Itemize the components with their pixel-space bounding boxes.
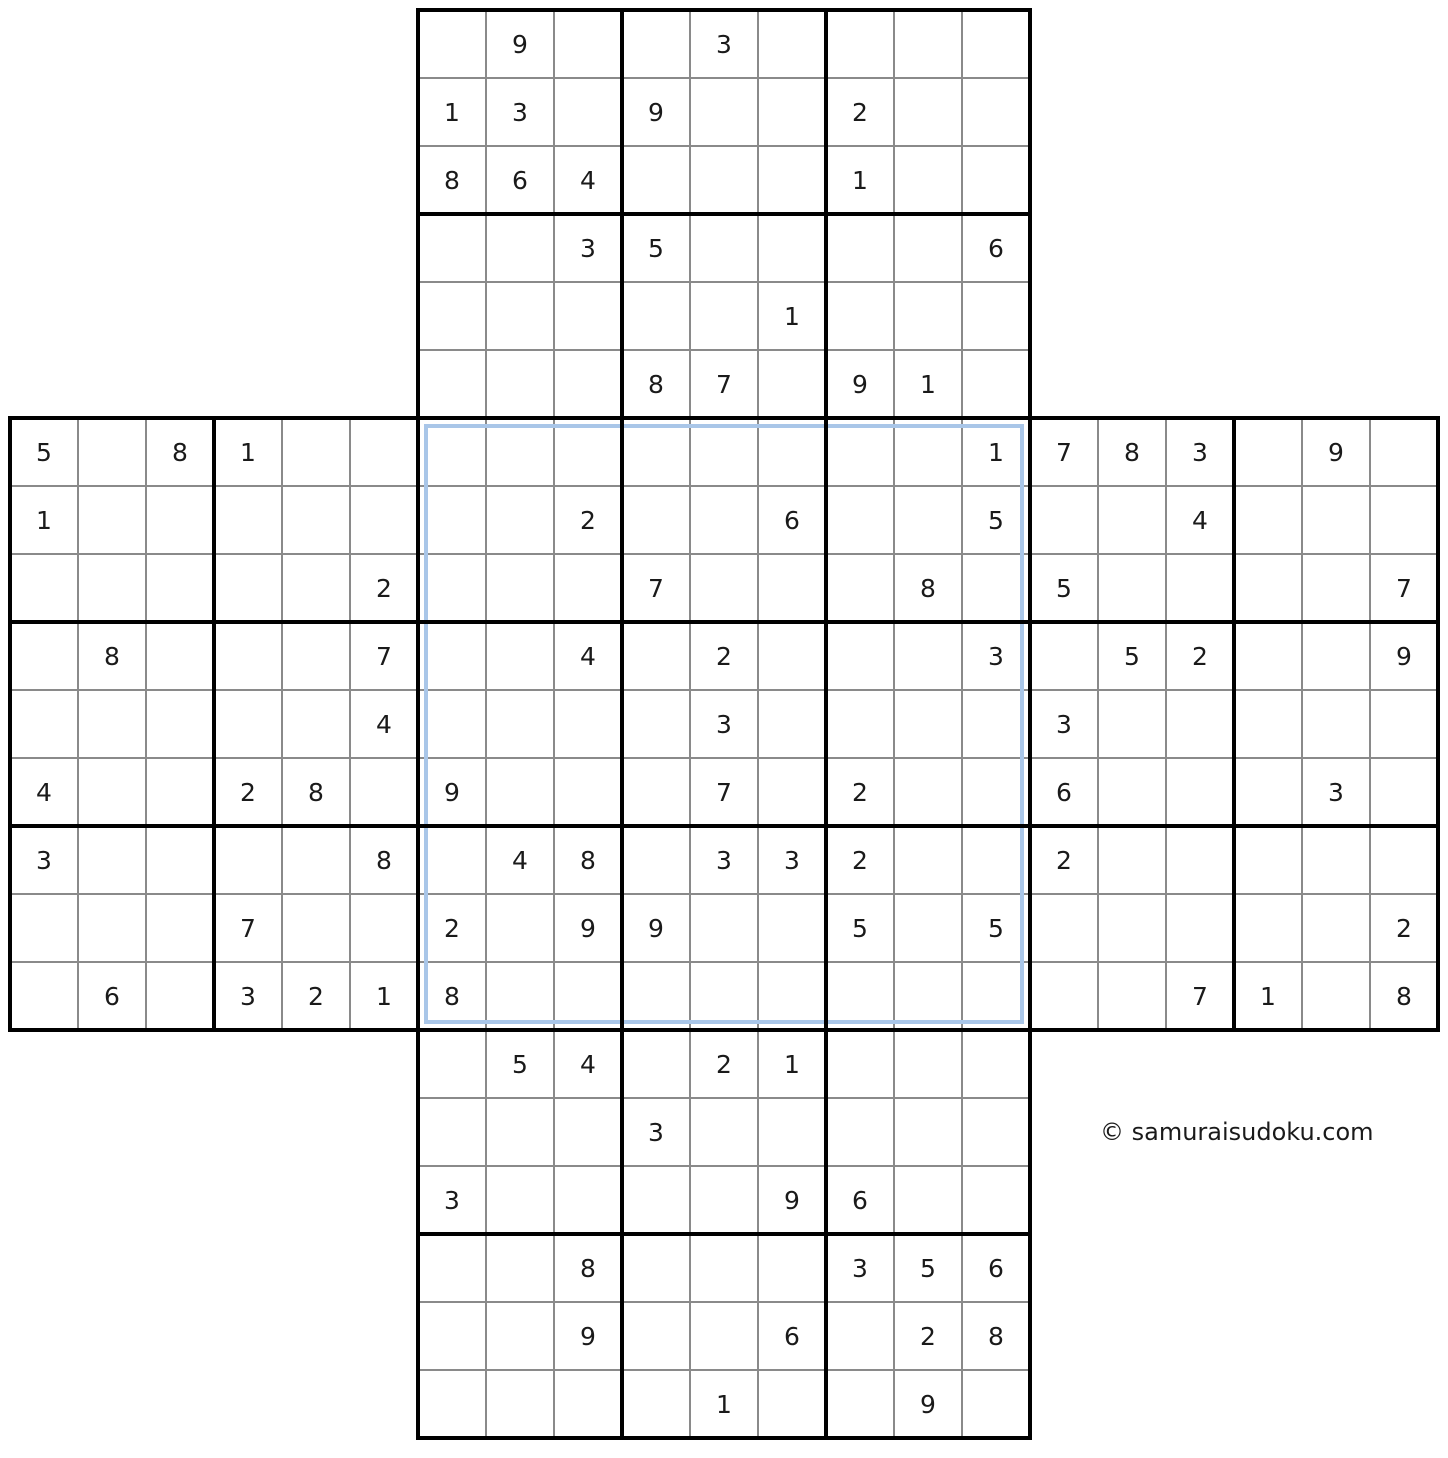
empty-cell[interactable] [758,962,826,1030]
empty-cell[interactable] [146,690,214,758]
given-digit: 8 [172,438,188,467]
given-digit: 1 [784,1050,800,1079]
given-digit: 6 [512,166,528,195]
given-digit: 8 [920,574,936,603]
given-digit: 3 [716,30,732,59]
empty-cell[interactable] [1234,826,1302,894]
given-digit: 5 [648,234,664,263]
given-digit: 3 [648,1118,664,1147]
empty-cell[interactable] [622,1166,690,1234]
given-digit: 1 [444,98,460,127]
empty-cell[interactable] [962,962,1030,1030]
given-digit: 7 [376,642,392,671]
empty-cell[interactable] [10,894,78,962]
empty-cell[interactable] [826,214,894,282]
empty-cell[interactable] [78,554,146,622]
empty-cell[interactable] [418,214,486,282]
empty-cell[interactable] [758,1234,826,1302]
empty-cell[interactable] [894,826,962,894]
empty-cell[interactable] [894,1098,962,1166]
given-digit: 1 [988,438,1004,467]
empty-cell[interactable] [146,622,214,690]
empty-cell[interactable] [418,282,486,350]
empty-cell[interactable] [962,1370,1030,1438]
empty-cell[interactable] [894,1166,962,1234]
empty-cell[interactable] [418,826,486,894]
given-digit: 2 [920,1322,936,1351]
empty-cell[interactable] [1234,690,1302,758]
given-digit: 4 [1192,506,1208,535]
empty-cell[interactable] [962,78,1030,146]
given-digit: 9 [580,914,596,943]
empty-cell[interactable] [350,486,418,554]
empty-cell[interactable] [1370,486,1438,554]
empty-cell[interactable] [214,622,282,690]
given-digit: 3 [1192,438,1208,467]
empty-cell[interactable] [1166,894,1234,962]
empty-cell[interactable] [486,690,554,758]
given-digit: 5 [852,914,868,943]
given-digit: 2 [852,778,868,807]
given-digit: 3 [512,98,528,127]
given-digit: 7 [1192,982,1208,1011]
given-digit: 8 [648,370,664,399]
given-digit: 8 [1396,982,1412,1011]
empty-cell[interactable] [826,622,894,690]
empty-cell[interactable] [1166,554,1234,622]
empty-cell[interactable] [622,758,690,826]
empty-cell[interactable] [418,1030,486,1098]
empty-cell[interactable] [1030,894,1098,962]
given-digit: 4 [376,710,392,739]
empty-cell[interactable] [622,146,690,214]
empty-cell[interactable] [146,894,214,962]
empty-cell[interactable] [486,1098,554,1166]
empty-cell[interactable] [622,1234,690,1302]
empty-cell[interactable] [1302,826,1370,894]
given-digit: 1 [36,506,52,535]
empty-cell[interactable] [758,1098,826,1166]
copyright-text: © samuraisudoku.com [1100,1118,1374,1146]
empty-cell[interactable] [826,282,894,350]
empty-cell[interactable] [418,1234,486,1302]
empty-cell[interactable] [622,486,690,554]
empty-cell[interactable] [1098,690,1166,758]
given-digit: 8 [580,846,596,875]
empty-cell[interactable] [10,622,78,690]
given-digit: 3 [852,1254,868,1283]
empty-cell[interactable] [1234,894,1302,962]
given-digit: 6 [988,234,1004,263]
empty-cell[interactable] [486,1166,554,1234]
given-digit: 5 [36,438,52,467]
empty-cell[interactable] [146,962,214,1030]
given-digit: 6 [1056,778,1072,807]
empty-cell[interactable] [350,758,418,826]
given-digit: 8 [580,1254,596,1283]
empty-cell[interactable] [1030,962,1098,1030]
empty-cell[interactable] [418,418,486,486]
empty-cell[interactable] [486,894,554,962]
empty-cell[interactable] [622,962,690,1030]
empty-cell[interactable] [758,418,826,486]
empty-cell[interactable] [282,894,350,962]
given-digit: 2 [376,574,392,603]
empty-cell[interactable] [282,418,350,486]
empty-cell[interactable] [214,554,282,622]
empty-cell[interactable] [554,1370,622,1438]
empty-cell[interactable] [894,622,962,690]
empty-cell[interactable] [826,1030,894,1098]
empty-cell[interactable] [1166,690,1234,758]
given-digit: 5 [1124,642,1140,671]
empty-cell[interactable] [894,962,962,1030]
empty-cell[interactable] [622,282,690,350]
empty-cell[interactable] [758,758,826,826]
empty-cell[interactable] [758,146,826,214]
given-digit: 5 [1056,574,1072,603]
empty-cell[interactable] [1234,418,1302,486]
empty-cell[interactable] [486,758,554,826]
empty-cell[interactable] [554,758,622,826]
given-digit: 1 [240,438,256,467]
empty-cell[interactable] [1166,758,1234,826]
empty-cell[interactable] [78,418,146,486]
given-digit: 1 [920,370,936,399]
given-digit: 2 [240,778,256,807]
given-digit: 3 [716,846,732,875]
given-digit: 3 [240,982,256,1011]
empty-cell[interactable] [418,10,486,78]
empty-cell[interactable] [146,758,214,826]
empty-cell[interactable] [826,1098,894,1166]
empty-cell[interactable] [622,826,690,894]
given-digit: 4 [36,778,52,807]
empty-cell[interactable] [962,758,1030,826]
given-digit: 2 [1396,914,1412,943]
empty-cell[interactable] [78,690,146,758]
empty-cell[interactable] [554,418,622,486]
empty-cell[interactable] [554,962,622,1030]
empty-cell[interactable] [894,282,962,350]
given-digit: 1 [784,302,800,331]
empty-cell[interactable] [826,486,894,554]
empty-cell[interactable] [826,10,894,78]
given-digit: 3 [988,642,1004,671]
empty-cell[interactable] [486,1370,554,1438]
empty-cell[interactable] [1098,962,1166,1030]
empty-cell[interactable] [894,894,962,962]
empty-cell[interactable] [1302,962,1370,1030]
empty-cell[interactable] [78,758,146,826]
empty-cell[interactable] [486,1302,554,1370]
given-digit: 8 [1124,438,1140,467]
empty-cell[interactable] [758,1370,826,1438]
empty-cell[interactable] [486,282,554,350]
given-digit: 6 [784,506,800,535]
empty-cell[interactable] [418,1370,486,1438]
empty-cell[interactable] [554,78,622,146]
empty-cell[interactable] [486,962,554,1030]
given-digit: 2 [716,642,732,671]
empty-cell[interactable] [622,622,690,690]
empty-cell[interactable] [758,214,826,282]
given-digit: 9 [920,1390,936,1419]
empty-cell[interactable] [418,1098,486,1166]
given-digit: 7 [1056,438,1072,467]
empty-cell[interactable] [690,962,758,1030]
empty-cell[interactable] [826,1370,894,1438]
empty-cell[interactable] [1370,826,1438,894]
empty-cell[interactable] [1234,622,1302,690]
empty-cell[interactable] [894,1030,962,1098]
empty-cell[interactable] [1098,758,1166,826]
empty-cell[interactable] [78,826,146,894]
empty-cell[interactable] [758,622,826,690]
empty-cell[interactable] [690,894,758,962]
empty-cell[interactable] [758,350,826,418]
empty-cell[interactable] [146,554,214,622]
empty-cell[interactable] [622,1370,690,1438]
empty-cell[interactable] [350,418,418,486]
empty-cell[interactable] [1302,690,1370,758]
empty-cell[interactable] [1302,622,1370,690]
given-digit: 3 [580,234,596,263]
empty-cell[interactable] [826,690,894,758]
empty-cell[interactable] [758,894,826,962]
given-digit: 3 [1328,778,1344,807]
empty-cell[interactable] [894,146,962,214]
given-digit: 9 [784,1186,800,1215]
given-digit: 5 [920,1254,936,1283]
empty-cell[interactable] [418,486,486,554]
given-digit: 4 [512,846,528,875]
empty-cell[interactable] [894,214,962,282]
given-digit: 5 [988,914,1004,943]
given-digit: 2 [716,1050,732,1079]
given-digit: 3 [716,710,732,739]
empty-cell[interactable] [554,690,622,758]
empty-cell[interactable] [1370,418,1438,486]
empty-cell[interactable] [486,350,554,418]
empty-cell[interactable] [826,962,894,1030]
empty-cell[interactable] [282,622,350,690]
empty-cell[interactable] [1370,690,1438,758]
empty-cell[interactable] [690,1098,758,1166]
given-digit: 9 [1328,438,1344,467]
empty-cell[interactable] [758,554,826,622]
empty-cell[interactable] [758,10,826,78]
empty-cell[interactable] [486,214,554,282]
given-digit: 9 [648,914,664,943]
empty-cell[interactable] [554,350,622,418]
empty-cell[interactable] [622,690,690,758]
empty-cell[interactable] [282,554,350,622]
empty-cell[interactable] [1370,758,1438,826]
empty-cell[interactable] [214,690,282,758]
empty-cell[interactable] [1030,622,1098,690]
given-digit: 2 [1056,846,1072,875]
given-digit: 9 [580,1322,596,1351]
empty-cell[interactable] [554,1098,622,1166]
empty-cell[interactable] [418,350,486,418]
empty-cell[interactable] [962,554,1030,622]
given-digit: 3 [444,1186,460,1215]
empty-cell[interactable] [894,418,962,486]
given-digit: 1 [376,982,392,1011]
empty-cell[interactable] [622,10,690,78]
given-digit: 2 [852,98,868,127]
empty-cell[interactable] [758,78,826,146]
given-digit: 8 [308,778,324,807]
empty-cell[interactable] [10,690,78,758]
empty-cell[interactable] [962,1098,1030,1166]
empty-cell[interactable] [1302,894,1370,962]
empty-cell[interactable] [622,1030,690,1098]
empty-cell[interactable] [894,758,962,826]
empty-cell[interactable] [486,554,554,622]
empty-cell[interactable] [894,78,962,146]
empty-cell[interactable] [1166,826,1234,894]
empty-cell[interactable] [1098,894,1166,962]
empty-cell[interactable] [894,690,962,758]
empty-cell[interactable] [282,486,350,554]
given-digit: 1 [716,1390,732,1419]
empty-cell[interactable] [1302,486,1370,554]
empty-cell[interactable] [1234,758,1302,826]
given-digit: 2 [308,982,324,1011]
empty-cell[interactable] [826,1302,894,1370]
given-digit: 9 [1396,642,1412,671]
empty-cell[interactable] [1098,554,1166,622]
given-digit: 3 [36,846,52,875]
empty-cell[interactable] [690,418,758,486]
empty-cell[interactable] [486,622,554,690]
given-digit: 3 [784,846,800,875]
empty-cell[interactable] [690,282,758,350]
empty-cell[interactable] [282,690,350,758]
given-digit: 7 [1396,574,1412,603]
given-digit: 8 [988,1322,1004,1351]
empty-cell[interactable] [962,350,1030,418]
empty-cell[interactable] [78,486,146,554]
empty-cell[interactable] [1030,486,1098,554]
given-digit: 7 [648,574,664,603]
empty-cell[interactable] [690,554,758,622]
empty-cell[interactable] [214,486,282,554]
empty-cell[interactable] [10,554,78,622]
given-digit: 1 [852,166,868,195]
empty-cell[interactable] [690,486,758,554]
empty-cell[interactable] [350,894,418,962]
empty-cell[interactable] [486,486,554,554]
given-digit: 9 [444,778,460,807]
empty-cell[interactable] [1302,554,1370,622]
empty-cell[interactable] [1234,486,1302,554]
given-digit: 9 [852,370,868,399]
given-digit: 6 [852,1186,868,1215]
empty-cell[interactable] [894,486,962,554]
empty-cell[interactable] [962,1030,1030,1098]
empty-cell[interactable] [690,78,758,146]
given-digit: 1 [1260,982,1276,1011]
given-digit: 9 [512,30,528,59]
empty-cell[interactable] [418,554,486,622]
given-digit: 2 [852,846,868,875]
given-digit: 7 [716,778,732,807]
given-digit: 6 [784,1322,800,1351]
given-digit: 4 [580,1050,596,1079]
empty-cell[interactable] [690,214,758,282]
empty-cell[interactable] [554,1166,622,1234]
given-digit: 6 [988,1254,1004,1283]
given-digit: 5 [512,1050,528,1079]
given-digit: 4 [580,166,596,195]
given-digit: 3 [1056,710,1072,739]
empty-cell[interactable] [554,10,622,78]
empty-cell[interactable] [690,1234,758,1302]
empty-cell[interactable] [962,10,1030,78]
empty-cell[interactable] [554,282,622,350]
given-digit: 2 [1192,642,1208,671]
given-digit: 4 [580,642,596,671]
empty-cell[interactable] [962,282,1030,350]
empty-cell[interactable] [1098,486,1166,554]
empty-cell[interactable] [622,1302,690,1370]
empty-cell[interactable] [826,554,894,622]
empty-cell[interactable] [962,1166,1030,1234]
given-digit: 8 [376,846,392,875]
given-digit: 8 [444,982,460,1011]
empty-cell[interactable] [418,1302,486,1370]
given-digit: 9 [648,98,664,127]
given-digit: 8 [104,642,120,671]
empty-cell[interactable] [1098,826,1166,894]
empty-cell[interactable] [622,418,690,486]
given-digit: 5 [988,506,1004,535]
empty-cell[interactable] [962,826,1030,894]
empty-cell[interactable] [690,1166,758,1234]
given-digit: 7 [240,914,256,943]
empty-cell[interactable] [962,690,1030,758]
empty-cell[interactable] [1234,554,1302,622]
empty-cell[interactable] [758,690,826,758]
empty-cell[interactable] [78,894,146,962]
given-digit: 2 [580,506,596,535]
empty-cell[interactable] [690,1302,758,1370]
empty-cell[interactable] [486,1234,554,1302]
empty-cell[interactable] [214,826,282,894]
given-digit: 2 [444,914,460,943]
empty-cell[interactable] [894,10,962,78]
given-digit: 8 [444,166,460,195]
empty-cell[interactable] [554,554,622,622]
empty-cell[interactable] [282,826,350,894]
empty-cell[interactable] [146,826,214,894]
empty-cell[interactable] [486,418,554,486]
given-digit: 6 [104,982,120,1011]
given-digit: 7 [716,370,732,399]
empty-cell[interactable] [10,962,78,1030]
empty-cell[interactable] [962,146,1030,214]
empty-cell[interactable] [690,146,758,214]
empty-cell[interactable] [146,486,214,554]
empty-cell[interactable] [418,690,486,758]
empty-cell[interactable] [418,622,486,690]
empty-cell[interactable] [826,418,894,486]
